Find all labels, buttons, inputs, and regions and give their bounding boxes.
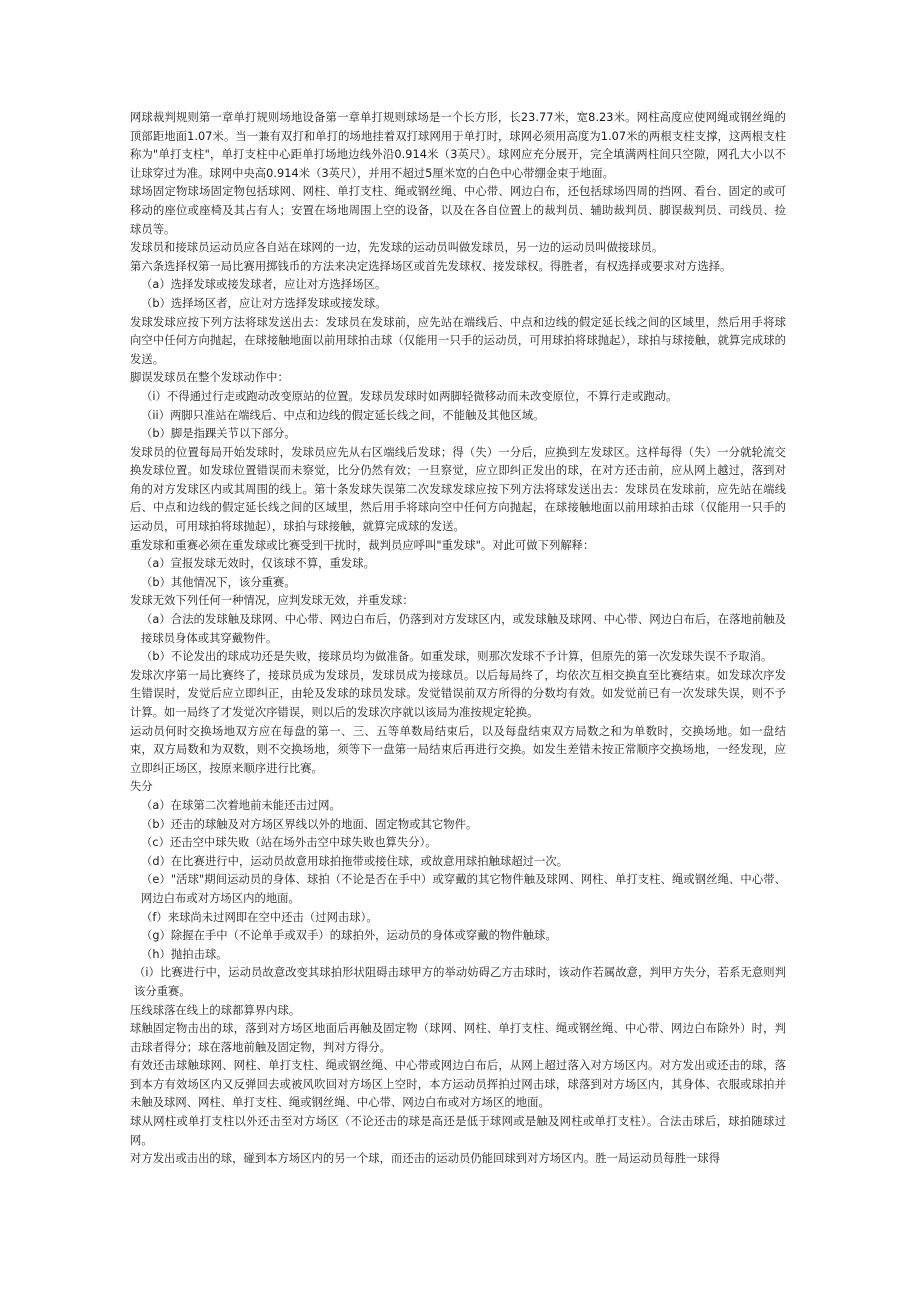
paragraph: 球触固定物击出的球，落到对方场区地面后再触及固定物（球网、网柱、单打支柱、绳或钢丝绳、中心带、网边白布除外）时，判击球者得分；球在落地前触及固定物，判对方得分。 (130, 1022, 786, 1054)
list-item: （c）还击空中球失败（站在场外击空中球失败也算失分）。 (141, 836, 437, 850)
list-item: （a）宣报发球无效时，仅该球不算，重发球。 (141, 557, 375, 571)
paragraph: 球从网柱或单打支柱以外还击至对方场区（不论还击的球是高还是低于球网或是触及网柱或单打支柱）。合法击球后，球拍随球过网。 (130, 1115, 786, 1147)
section-heading: 失分 (130, 780, 153, 794)
list-item: （b）不论发出的球成功还是失败，接球员均为做准备。如重发球，则那次发球不予计算，但原先的第一次发球失误不予取消。 (141, 650, 773, 664)
paragraph: 发球次序第一局比赛终了，接球员成为发球员，发球员成为接球员。以后每局终了，均依次互相交换直至比赛结束。如发球次序发生错误时，发觉后应立即纠正，由轮及发球的球员发球。发觉错误前双方所得的分数均有效。如发觉前已有一次发球失误，则不予计算。如一局终了才发觉次序错误，则以后的发球次序就以该局为准按规定轮换。 (130, 668, 786, 719)
list-item: （b）还击的球触及对方场区界线以外的地面、固定物或其它物件。 (141, 817, 478, 831)
paragraph: 发球发球应按下列方法将球发送出去：发球员在发球前，应先站在端线后、中点和边线的假定延长线之间的区域里，然后用手将球向空中任何方向抛起，在球接触地面以前用球拍击球（仅能用一只手的运动员，可用球拍将球抛起），球拍与球接触，就算完成球的发送。 (130, 315, 786, 366)
list-item: （b）选择场区者，应让对方选择发球或接发球。 (141, 296, 387, 310)
paragraph: 第六条选择权第一局比赛用掷钱币的方法来决定选择场区或首先发球权、接发球权。得胜者，有权选择或要求对方选择。 (130, 259, 732, 273)
paragraph: 压线球落在线上的球都算界内球。 (130, 1003, 301, 1017)
document-body (130, 109, 786, 1169)
list-item: （a）合法的发球触及球网、中心带、网边白布后，仍落到对方发球区内，或发球触及球网、中心带、网边白布后，在落地前触及接球员身体或其穿戴物件。 (141, 613, 786, 645)
paragraph: 有效还击球触球网、网柱、单打支柱、绳或钢丝绳、中心带或网边白布后，从网上超过落入对方场区内。对方发出或还击的球，落到本方有效场区内又反弹回去或被风吹回对方场区上空时，本方运动员挥拍过网击球，球落到对方场区内，其身体、衣服或球拍并未触及球网、网柱、单打支柱、绳或钢丝绳、中心带、网边白布或对方场区的地面。 (130, 1059, 786, 1110)
paragraph: 重发球和重赛必须在重发球或比赛受到干扰时，裁判员应呼叫"重发球"。对此可做下列解释： (130, 538, 595, 552)
list-item: （f）来球尚未过网即在空中还击（过网击球）。 (141, 910, 378, 924)
list-item: （e）"活球"期间运动员的身体、球拍（不论是否在手中）或穿戴的其它物件触及球网、网柱、单打支柱、绳或钢丝绳、中心带、网边白布或对方场区内的地面。 (141, 873, 786, 905)
list-item: （i）比赛进行中，运动员故意改变其球拍形状阻碍击球甲方的举动妨碍乙方击球时，该动作若属故意，判甲方失分，若系无意则判该分重赛。 (134, 966, 786, 998)
paragraph: 运动员何时交换场地双方应在每盘的第一、三、五等单数局结束后，以及每盘结束双方局数之和为单数时，交换场地。如一盘结束，双方局数和为双数，则不交换场地，须等下一盘第一局结束后再进行交换。如发生差错未按正常顺序交换场地，一经发现，应立即纠正场区，按原来顺序进行比赛。 (130, 724, 786, 775)
paragraph: 网球裁判规则第一章单打规则场地设备第一章单打规则球场是一个长方形，长23.77米，宽8.23米。网柱高度应使网绳或钢丝绳的顶部距地面1.07米。当一兼有双打和单打的场地挂着双打球网用于单打时，球网必须用高度为1.07米的两根支柱支撑，这两根支柱称为"单打支柱"，单打支柱中心距单打场地边线外沿0.914米（3英尺）。球网应充分展开，完全填满两柱间只空隙，网孔大小以不让球穿过为准。球网中央高0.914米（3英尺），并用不超过5厘米宽的白色中心带绷金束于地面。 (130, 111, 786, 180)
paragraph: 对方发出或击出的球，碰到本方场区内的另一个球，而还击的运动员仍能回球到对方场区内。胜一局运动员每胜一球得 (130, 1152, 721, 1166)
list-item: （g）除握在手中（不论单手或双手）的球拍外，运动员的身体或穿戴的物件触球。 (141, 929, 557, 943)
list-item: （i）不得通过行走或跑动改变原站的位置。发球员发球时如两脚轻微移动而未改变原位，不算行走或跑动。 (141, 389, 678, 403)
paragraph: 球场固定物球场固定物包括球网、网柱、单打支柱、绳或钢丝绳、中心带、网边白布，还包括球场四周的挡网、看台、固定的或可移动的座位或座椅及其占有人；安置在场地周围上空的设备，以及在各自位置上的裁判员、辅助裁判员、脚误裁判员、司线员、捡球员等。 (130, 185, 786, 236)
paragraph: 脚误发球员在整个发球动作中： (130, 371, 289, 385)
list-item: （a）在球第二次着地前未能还击过网。 (141, 798, 341, 812)
paragraph: 发球员和接球员运动员应各自站在球网的一边，先发球的运动员叫做发球员，另一边的运动员叫做接球员。 (130, 241, 664, 255)
paragraph: 发球无效下列任何一种情况，应判发球无效，并重发球： (130, 594, 414, 608)
list-item: （d）在比赛进行中，运动员故意用球拍拖带或接住球，或故意用球拍触球超过一次。 (141, 854, 569, 868)
list-item: （a）选择发球或接发球者，应让对方选择场区。 (141, 278, 387, 292)
list-item: （h）抛拍击球。 (141, 947, 228, 961)
list-item: （ii）两脚只准站在端线后、中点和边线的假定延长线之间，不能触及其他区域。 (141, 408, 545, 422)
list-item: （b）其他情况下，该分重赛。 (141, 575, 296, 589)
paragraph: 发球员的位置每局开始发球时，发球员应先从右区端线后发球；得（失）一分后，应换到左发球区。这样每得（失）一分就轮流交换发球位置。如发球位置错误而未察觉，比分仍然有效；一旦察觉，应立即纠正发出的球，在对方还击前，应从网上越过，落到对角的对方发球区内或其周围的线上。第十条发球失误第二次发球发球应按下列方法将球发送出去：发球员在发球前，应先站在端线后、中点和边线的假定延长线之间的区域里，然后用手将球向空中任何方向抛起，在球接触地面以前用球拍击球（仅能用一只手的运动员，可用球拍将球抛起），球拍与球接触，就算完成球的发送。 (130, 445, 786, 534)
list-item: （b）脚是指踝关节以下部分。 (141, 427, 296, 441)
